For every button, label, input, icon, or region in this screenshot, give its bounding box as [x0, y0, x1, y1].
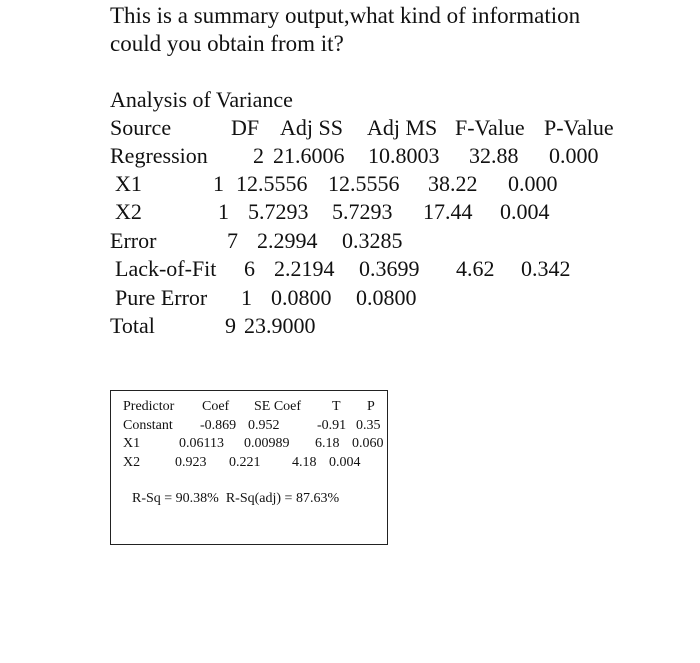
- anova-f-value: 4.62: [456, 256, 495, 281]
- coef-se: 0.00989: [244, 436, 290, 451]
- anova-header-adj-ss: Adj SS: [280, 115, 343, 140]
- question-line-2: could you obtain from it?: [110, 31, 344, 56]
- coefficients-box: [110, 390, 388, 545]
- anova-f-value: 17.44: [423, 199, 473, 224]
- anova-adj-ss: 5.7293: [248, 199, 309, 224]
- coef-p: 0.004: [329, 455, 361, 470]
- anova-adj-ss: 21.6006: [273, 143, 345, 168]
- anova-header-df: DF: [231, 115, 260, 140]
- anova-source: Pure Error: [115, 285, 208, 310]
- anova-p-value: 0.004: [500, 199, 550, 224]
- anova-df: 1: [241, 285, 252, 310]
- coef-header-se-coef: SE Coef: [254, 399, 302, 414]
- anova-adj-ss: 23.9000: [244, 313, 316, 338]
- anova-adj-ms: 5.7293: [332, 199, 393, 224]
- anova-df: 7: [227, 228, 238, 253]
- r-sq: R-Sq = 90.38%: [132, 491, 219, 506]
- coef-predictor: Constant: [123, 418, 173, 433]
- anova-df: 2: [253, 143, 264, 168]
- coef-t: -0.91: [317, 418, 347, 433]
- anova-header-p-value: P-Value: [544, 115, 614, 140]
- anova-source: Lack-of-Fit: [115, 256, 217, 281]
- coef-t: 6.18: [315, 436, 340, 451]
- anova-df: 6: [244, 256, 255, 281]
- anova-adj-ss: 0.0800: [271, 285, 332, 310]
- anova-df: 1: [218, 199, 229, 224]
- anova-adj-ms: 0.0800: [356, 285, 417, 310]
- anova-source: X2: [115, 199, 142, 224]
- anova-adj-ms: 10.8003: [368, 143, 440, 168]
- anova-adj-ms: 12.5556: [328, 171, 400, 196]
- anova-source: Total: [110, 313, 155, 338]
- anova-adj-ms: 0.3699: [359, 256, 420, 281]
- r-sq-adj: R-Sq(adj) = 87.63%: [225, 491, 340, 506]
- anova-source: Regression: [110, 143, 208, 168]
- anova-f-value: 38.22: [428, 171, 478, 196]
- coef-t: 4.18: [292, 455, 317, 470]
- anova-header-f-value: F-Value: [455, 115, 525, 140]
- r-squared-line: [132, 491, 339, 507]
- coef-predictor: X1: [123, 436, 141, 451]
- anova-adj-ss: 12.5556: [236, 171, 308, 196]
- coef-value: -0.869: [200, 418, 237, 433]
- coef-p: 0.060: [352, 436, 384, 451]
- anova-p-value: 0.000: [549, 143, 599, 168]
- coef-header-predictor: Predictor: [123, 399, 175, 414]
- anova-adj-ss: 2.2194: [274, 256, 335, 281]
- anova-header-source: Source: [110, 115, 172, 140]
- anova-source: X1: [115, 171, 142, 196]
- coef-header-coef: Coef: [202, 399, 230, 414]
- anova-source: Error: [110, 228, 157, 253]
- question-line-1: This is a summary output,what kind of information: [110, 3, 581, 28]
- anova-adj-ms: 0.3285: [342, 228, 403, 253]
- coef-se: 0.952: [248, 418, 280, 433]
- anova-p-value: 0.000: [508, 171, 558, 196]
- anova-header-adj-ms: Adj MS: [367, 115, 438, 140]
- coef-value: 0.923: [175, 455, 207, 470]
- coef-se: 0.221: [229, 455, 261, 470]
- coef-p: 0.35: [356, 418, 381, 433]
- anova-df: 9: [225, 313, 236, 338]
- anova-adj-ss: 2.2994: [257, 228, 318, 253]
- question-text: [110, 2, 650, 58]
- anova-title: Analysis of Variance: [110, 87, 293, 112]
- anova-f-value: 32.88: [469, 143, 519, 168]
- anova-p-value: 0.342: [521, 256, 571, 281]
- coef-header-t: T: [332, 399, 341, 414]
- coef-header-p: P: [367, 399, 375, 414]
- anova-df: 1: [213, 171, 224, 196]
- coef-predictor: X2: [123, 455, 141, 470]
- coef-value: 0.06113: [179, 436, 224, 451]
